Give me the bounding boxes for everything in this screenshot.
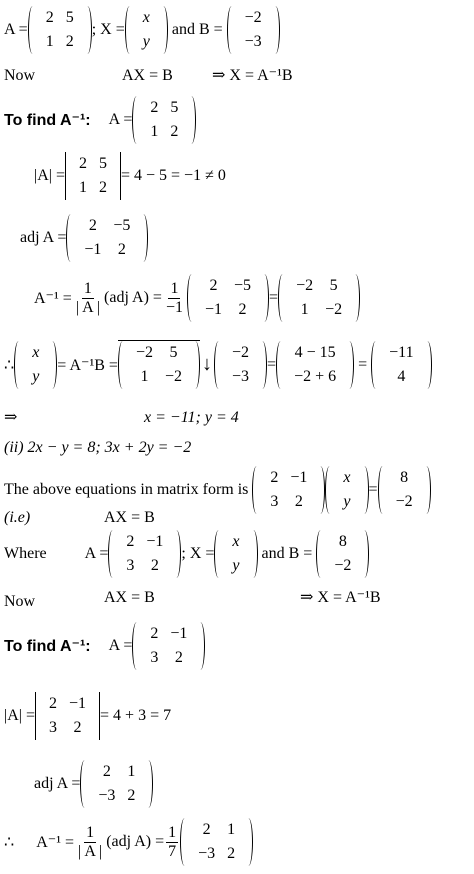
matrix-cell: −2: [334, 557, 352, 574]
matrix-cell: −2: [164, 368, 182, 385]
adj-matrix: [187, 274, 269, 322]
line17-inverse: [4, 818, 253, 866]
matrix-grid: [43, 692, 92, 740]
matrix-cell: 2: [88, 217, 97, 234]
fraction-1-over-minus1: $\frac{1}{-1}$: [165, 279, 183, 316]
matrix-cell: −3: [98, 787, 116, 804]
matrix-cell: 2: [238, 301, 247, 318]
inverse-matrix: [278, 274, 360, 322]
A-label: A =: [4, 21, 28, 38]
matrix-cell: −1: [204, 301, 222, 318]
matrix-A: [132, 622, 205, 670]
X-label: ; X =: [181, 545, 215, 562]
matrix-grid: [288, 341, 342, 389]
matrix-grid: [92, 760, 141, 808]
matrix-cell: 1: [45, 33, 54, 50]
matrix-cell: −1: [170, 625, 188, 642]
matrix-cell: 2: [126, 533, 135, 550]
adj-label: adj A =: [34, 775, 81, 792]
matrix-cell: x: [232, 533, 240, 550]
where-label: Where: [4, 545, 47, 562]
matrix-B: [227, 6, 280, 54]
matrix-cell: 1: [150, 123, 159, 140]
matrix-grid: [137, 6, 156, 54]
matrix-grid: [199, 274, 257, 322]
matrix-A: [28, 6, 92, 54]
matrix-B: [316, 530, 369, 578]
matrix-cell: −2: [232, 343, 250, 361]
therefore-symbol: ∴: [4, 356, 15, 374]
equals-sign: =: [358, 355, 368, 373]
line14-find-inverse: [4, 622, 205, 670]
adj-matrix: [80, 760, 153, 808]
inv-label: A⁻¹ =: [34, 290, 72, 307]
coeff-matrix: [252, 466, 325, 514]
matrix-grid: [78, 214, 136, 262]
matrix-grid: [40, 6, 80, 54]
matrix-cell: 3: [150, 649, 159, 666]
matrix-cell: 1: [78, 179, 87, 196]
implies-symbol: ⇒: [4, 409, 18, 426]
matrix-cell: y: [142, 33, 150, 50]
matrix-cell: −11: [389, 343, 414, 361]
x-equals: ⇒ X = A⁻¹B: [300, 589, 381, 606]
matrix-cell: 1: [140, 368, 149, 385]
matrix-cell: 2: [150, 625, 159, 642]
det-label: |A| =: [4, 707, 35, 724]
matrix-cell: 2: [202, 821, 211, 838]
matrix-grid: [26, 341, 45, 389]
heading-find-inverse: To find A⁻¹:: [4, 112, 91, 129]
det-label: |A| =: [34, 167, 65, 184]
adj-label: adj A =: [20, 229, 67, 246]
matrix-cell: x: [343, 469, 351, 486]
matrix-cell: y: [232, 557, 240, 574]
matrix-X: [214, 530, 257, 578]
matrix-cell: −1: [84, 241, 102, 258]
matrix-cell: −5: [113, 217, 131, 234]
matrix-grid: [226, 341, 255, 389]
matrix-form-text: The above equations in matrix form is: [4, 481, 249, 498]
matrix-cell: −1: [290, 469, 308, 486]
A-label: A =: [108, 111, 133, 128]
result-matrix: [371, 341, 431, 389]
matrix-cell: 2: [102, 763, 111, 780]
matrix-cell: x: [142, 9, 150, 26]
matrix-grid: [290, 274, 348, 322]
final-result: x = −11; y = 4: [144, 409, 239, 426]
matrix-cell: 1: [127, 763, 136, 780]
fraction-1-over-detA: $\frac{1}{| A |}$: [78, 823, 103, 860]
matrix-cell: −5: [234, 277, 252, 294]
matrix-cell: 8: [338, 533, 347, 550]
equals-inverse-b: = A⁻¹B =: [57, 356, 118, 374]
line3-find-inverse: [4, 96, 196, 144]
det-result: = 4 + 3 = 7: [100, 707, 172, 724]
matrix-grid: [120, 530, 169, 578]
matrix-cell: 2: [117, 241, 126, 258]
part-ii-equations: (ii) 2x − y = 8; 3x + 2y = −2: [4, 439, 192, 456]
matrix-cell: 2: [48, 695, 57, 712]
line6-inverse: [34, 274, 360, 322]
equals-sign: =: [269, 289, 279, 306]
matrix-cell: 5: [98, 155, 107, 172]
ax-b: AX = B: [104, 589, 155, 606]
matrix-cell: 2: [174, 649, 183, 666]
matrix-cell: 2: [150, 557, 159, 574]
line16-adjoint: [34, 760, 153, 808]
matrix-B: [214, 341, 267, 389]
matrix-cell: 2: [227, 845, 236, 862]
B-label: and B =: [261, 545, 313, 562]
line15-determinant: [4, 692, 171, 740]
matrix-cell: −3: [232, 367, 250, 385]
matrix-X: [14, 341, 57, 389]
adj-text: (adj A) =: [106, 833, 165, 850]
arrow-down-icon: ↓: [202, 353, 212, 375]
matrix-cell: 3: [48, 719, 57, 736]
line4-determinant: [34, 152, 226, 200]
matrix-cell: 5: [170, 99, 179, 116]
matrix-cell: −3: [198, 845, 216, 862]
matrix-cell: 3: [126, 557, 135, 574]
matrix-A: [108, 530, 181, 578]
matrix-cell: −1: [146, 533, 164, 550]
line5-adjoint: [20, 214, 148, 262]
B-label: and B =: [171, 21, 223, 38]
ax-b: AX = B: [104, 509, 155, 526]
matrix-cell: 2: [73, 719, 82, 736]
product-matrix: [276, 341, 354, 389]
matrix-cell: 2: [127, 787, 136, 804]
matrix-B: [378, 466, 431, 514]
matrix-cell: 2: [270, 469, 279, 486]
matrix-cell: 5: [329, 277, 338, 294]
therefore-symbol: ∴: [4, 834, 15, 851]
matrix-grid: [264, 466, 313, 514]
line12-where: [4, 530, 369, 578]
equals-sign: =: [368, 481, 378, 498]
matrix-cell: 2: [98, 179, 107, 196]
x-equals: ⇒ X = A⁻¹B: [212, 67, 293, 84]
inverse-matrix: [180, 818, 253, 866]
matrix-cell: 2: [150, 99, 159, 116]
matrix-cell: 5: [65, 9, 74, 26]
matrix-cell: −2: [296, 277, 314, 294]
line7-solution: [4, 340, 432, 389]
matrix-grid: [226, 530, 245, 578]
matrix-cell: −2 + 6: [294, 367, 337, 385]
matrix-cell: −2: [244, 9, 262, 26]
fraction-1-over-detA: $\frac{1}{| A |}$: [75, 279, 101, 316]
X-label: ; X =: [91, 21, 125, 38]
ax-b: AX = B: [122, 67, 173, 84]
matrix-cell: −3: [244, 33, 262, 50]
det-matrix: [35, 692, 100, 740]
det-result: = 4 − 5 = −1 ≠ 0: [120, 167, 226, 184]
now-label: Now: [4, 593, 36, 610]
matrix-cell: 4 − 15: [294, 343, 336, 361]
fraction-1-over-7: $\frac{1}{7}$: [168, 823, 177, 860]
matrix-cell: 1: [300, 301, 309, 318]
matrix-cell: 5: [169, 344, 178, 361]
matrix-grid: [130, 341, 188, 389]
adj-text: (adj A) =: [104, 289, 162, 306]
matrix-cell: 2: [65, 33, 74, 50]
matrix-A: [132, 96, 196, 144]
matrix-grid: [383, 341, 419, 389]
matrix-grid: [390, 466, 419, 514]
det-matrix: [65, 152, 121, 200]
matrix-cell: y: [343, 493, 351, 510]
matrix-X: [125, 6, 168, 54]
matrix-cell: −2: [325, 301, 343, 318]
A-label: A =: [108, 637, 133, 654]
matrix-grid: [144, 622, 193, 670]
A-label: A =: [84, 545, 109, 562]
matrix-cell: 8: [400, 469, 409, 486]
matrix-grid: [239, 6, 268, 54]
matrix-grid: [192, 818, 241, 866]
matrix-cell: 2: [45, 9, 54, 26]
line1-equation: [4, 6, 280, 54]
matrix-X: [325, 466, 368, 514]
adj-matrix: [66, 214, 148, 262]
inverse-matrix: [118, 340, 200, 389]
matrix-grid: [328, 530, 357, 578]
matrix-grid: [144, 96, 184, 144]
matrix-cell: x: [32, 343, 40, 361]
matrix-cell: 3: [270, 493, 279, 510]
matrix-cell: 4: [397, 367, 406, 385]
matrix-grid: [73, 152, 113, 200]
matrix-cell: −1: [68, 695, 87, 712]
equals-sign: =: [267, 355, 277, 373]
matrix-cell: −2: [135, 344, 153, 361]
matrix-cell: −2: [395, 493, 413, 510]
ie-label: (i.e): [4, 509, 31, 526]
matrix-cell: 2: [294, 493, 303, 510]
matrix-cell: 1: [227, 821, 236, 838]
matrix-cell: y: [32, 367, 40, 385]
now-label: Now: [4, 67, 36, 84]
matrix-cell: 2: [170, 123, 179, 140]
matrix-cell: 2: [209, 277, 218, 294]
matrix-cell: 2: [78, 155, 87, 172]
line10-matrix-form: [4, 466, 431, 514]
heading-find-inverse: To find A⁻¹:: [4, 638, 91, 655]
matrix-grid: [337, 466, 356, 514]
inv-label: A⁻¹ =: [36, 834, 75, 851]
